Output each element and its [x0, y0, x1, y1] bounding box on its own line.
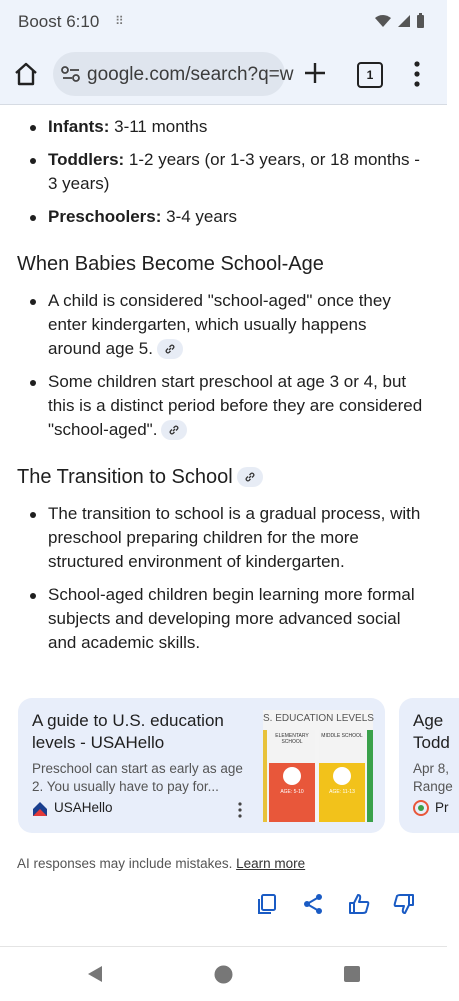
thumbnail-middle-column — [319, 730, 365, 822]
section-heading — [17, 466, 263, 489]
thumbnail-elementary-column — [269, 730, 315, 822]
site-settings-icon[interactable] — [61, 65, 81, 83]
home-icon[interactable] — [12, 60, 40, 88]
url-text: google.com/search?q=w — [87, 64, 294, 85]
title-line: Age — [413, 711, 444, 730]
home-circle-icon[interactable] — [214, 965, 233, 984]
thumbnail-bar — [263, 730, 267, 822]
source-card-snippet — [413, 760, 453, 796]
source-card-title[interactable]: A guide to U.S. education levels - USAHello — [32, 711, 224, 752]
item-text: A child is considered "school-aged" once they enter kindergarten, which usually happens around age 5. — [48, 291, 391, 358]
copy-icon[interactable] — [256, 893, 278, 915]
term-label: Infants: — [48, 117, 110, 136]
thumbnail-age1: AGE: 5-10 — [280, 789, 304, 795]
browser-toolbar — [0, 44, 447, 105]
bullet-dot — [30, 158, 36, 164]
bullet-dot — [30, 593, 36, 599]
notification-dots-icon: ⠿ — [115, 14, 125, 28]
system-nav-bar — [0, 946, 447, 1001]
source-link-button[interactable] — [237, 467, 263, 487]
recents-icon[interactable] — [344, 966, 360, 982]
more-menu-icon[interactable] — [411, 60, 423, 88]
snippet-line: Range — [413, 779, 453, 794]
thumbnail-age2: AGE: 11-13 — [329, 789, 355, 795]
thumbnail-bar-right — [367, 730, 373, 822]
thumbnail-col1-label: ELEMENTARY SCHOOL — [269, 730, 315, 763]
source-card-thumbnail — [263, 710, 373, 822]
term-label: Preschoolers: — [48, 207, 162, 226]
bullet-dot — [30, 215, 36, 221]
source-card-site: Pr — [435, 800, 449, 815]
item-text: Some children start preschool at age 3 or 4, but this is a distinct period before they are considered "school-aged". — [48, 372, 423, 439]
term-value: 1-2 years (or 1-3 years, or 18 months - 3 years) — [48, 150, 420, 193]
tab-switcher-button[interactable]: 1 — [357, 62, 383, 88]
bullet-dot — [30, 125, 36, 131]
signal-icon — [397, 14, 411, 28]
term-label: Toddlers: — [48, 150, 125, 169]
source-link-button[interactable] — [157, 339, 183, 359]
disclaimer-text: AI responses may include mistakes. — [17, 856, 233, 871]
term-value: 3-11 months — [109, 117, 208, 136]
usahello-favicon-icon — [31, 800, 49, 818]
address-bar[interactable] — [53, 52, 294, 96]
title-line: Todd — [413, 733, 450, 752]
link-icon — [244, 471, 256, 483]
battery-icon — [416, 13, 425, 29]
source-favicon-icon — [413, 800, 429, 816]
section-heading-text: The Transition to School — [17, 466, 233, 488]
term-value: 3-4 years — [161, 207, 237, 226]
item-text: The transition to school is a gradual process, with preschool preparing children for the more structured environment of kindergarten. — [48, 504, 421, 571]
source-link-button[interactable] — [161, 420, 187, 440]
bullet-dot — [30, 299, 36, 305]
thumbs-up-icon[interactable] — [348, 893, 370, 915]
status-time: Boost 6:10 — [18, 12, 100, 31]
bullet-dot — [30, 512, 36, 518]
link-icon — [168, 424, 180, 436]
share-icon[interactable] — [302, 893, 324, 915]
source-card-snippet: Preschool can start as early as age 2. You usually have to pay for... — [32, 761, 243, 794]
link-icon — [164, 343, 176, 355]
item-text: School-aged children begin learning more formal subjects and developing more advanced social and academic skills. — [48, 585, 415, 652]
source-card[interactable] — [399, 698, 459, 833]
back-icon[interactable] — [86, 965, 104, 983]
status-bar — [0, 0, 447, 44]
thumbnail-caption: S. EDUCATION LEVELS — [263, 713, 374, 724]
source-card[interactable] — [18, 698, 385, 833]
thumbnail-col2-label: MIDDLE SCHOOL — [319, 730, 365, 763]
source-card-site: USAHello — [54, 800, 113, 815]
learn-more-link[interactable]: Learn more — [236, 856, 306, 871]
thumbs-down-icon[interactable] — [393, 893, 415, 915]
section-heading: When Babies Become School-Age — [17, 253, 324, 275]
snippet-line: Apr 8, — [413, 761, 450, 776]
status-icons — [374, 13, 425, 29]
wifi-icon — [374, 14, 392, 28]
source-card-title[interactable] — [413, 710, 450, 754]
new-tab-icon[interactable] — [302, 60, 328, 86]
bullet-dot — [30, 380, 36, 386]
ai-disclaimer — [17, 856, 305, 871]
more-options-icon[interactable] — [237, 802, 243, 818]
